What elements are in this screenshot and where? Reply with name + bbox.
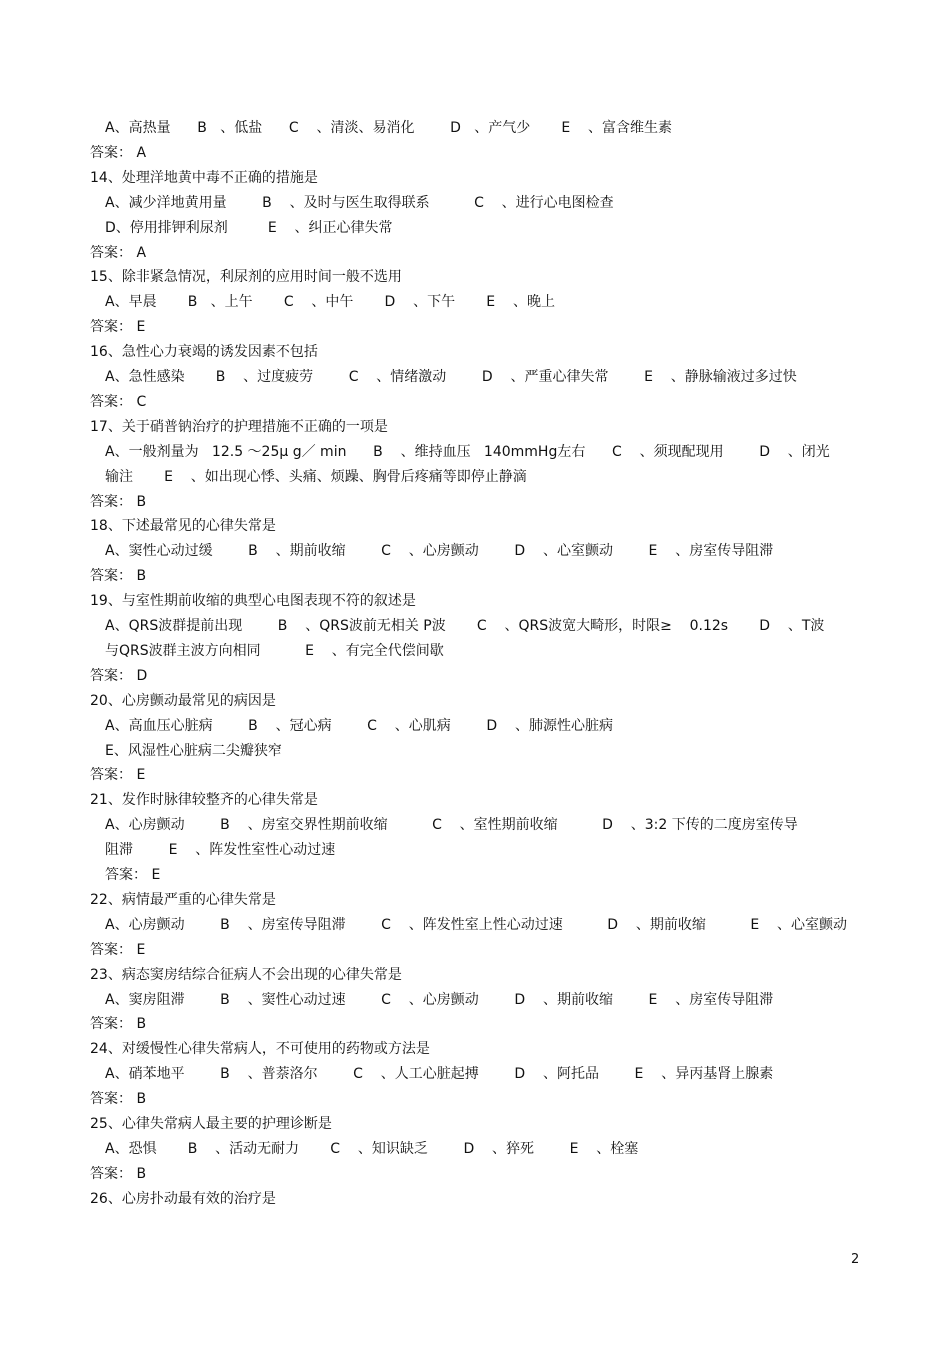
option-line: A、高热量 B 、低盐 C 、清淡、易消化 D 、产气少 E 、富含维生素 xyxy=(105,120,673,136)
question-line: 16、急性心力衰竭的诱发因素不包括 xyxy=(90,344,318,361)
answer-line: 答案： B xyxy=(90,1091,147,1108)
answer-line: 答案： B xyxy=(90,1016,147,1033)
question-line: 19、与室性期前收缩的典型心电图表现不符的叙述是 xyxy=(90,593,416,610)
option-line: 阻滞 E 、阵发性室性心动过速 xyxy=(105,842,336,859)
answer-line: 答案： E xyxy=(105,867,161,883)
option-line: A、一般剂量为 12.5 ～25μ g／ min B 、维持血压 140mmHg左右 C 、须现配现用 D 、闭光 xyxy=(105,443,830,460)
answer-line: 答案： E xyxy=(90,767,146,784)
question-line: 14、处理洋地黄中毒不正确的措施是 xyxy=(90,169,318,186)
question-line: 24、对缓慢性心律失常病人，不可使用的药物或方法是 xyxy=(90,1041,430,1058)
answer-line: 答案： C xyxy=(90,393,147,410)
answer-line: 答案： E xyxy=(90,941,146,958)
option-line: A、减少洋地黄用量 B 、及时与医生取得联系 C 、进行心电图检查 xyxy=(105,194,614,211)
answer-line: 答案： B xyxy=(90,493,147,510)
question-line: 25、心律失常病人最主要的护理诊断是 xyxy=(90,1116,332,1132)
option-line: E、风湿性心脏病二尖瓣狭窄 xyxy=(105,742,282,759)
option-line: A、硝苯地平 B 、普萘洛尔 C 、人工心脏起搏 D 、阿托品 E 、异丙基肾上腺素 xyxy=(105,1066,774,1083)
question-line: 26、心房扑动最有效的治疗是 xyxy=(90,1190,276,1207)
answer-line: 答案： B xyxy=(90,568,147,585)
option-line: A、早晨 B 、上午 C 、中午 D 、下午 E 、晚上 xyxy=(105,294,555,311)
option-line: A、心房颤动 B 、房室传导阻滞 C 、阵发性室上性心动过速 D 、期前收缩 E 、心室颤动 xyxy=(105,916,847,933)
option-line: A、窦房阻滞 B 、窦性心动过速 C 、心房颤动 D 、期前收缩 E 、房室传导阻滞 xyxy=(105,991,774,1008)
question-line: 17、关于硝普钠治疗的护理措施不正确的一项是 xyxy=(90,418,388,435)
option-line: A、恐惧 B 、活动无耐力 C 、知识缺乏 D 、猝死 E 、栓塞 xyxy=(105,1140,639,1157)
option-line: D、停用排钾利尿剂 E 、纠正心律失常 xyxy=(105,219,393,236)
option-line: A、心房颤动 B 、房室交界性期前收缩 C 、室性期前收缩 D 、3:2 下传的二度房室传导 xyxy=(105,817,798,834)
option-line: A、高血压心脏病 B 、冠心病 C 、心肌病 D 、肺源性心脏病 xyxy=(105,717,613,734)
page-number: 2 xyxy=(851,1252,860,1267)
option-line: A、QRS波群提前出现 B 、QRS波前无相关 P波 C 、QRS波宽大畸形，时限≥ 0.12s D 、T波 xyxy=(105,618,825,634)
answer-line: 答案： A xyxy=(90,144,147,161)
question-line: 15、除非紧急情况，利尿剂的应用时间一般不选用 xyxy=(90,269,402,286)
answer-line: 答案： B xyxy=(90,1165,147,1182)
question-line: 21、发作时脉律较整齐的心律失常是 xyxy=(90,792,318,809)
option-line: A、窦性心动过缓 B 、期前收缩 C 、心房颤动 D 、心室颤动 E 、房室传导阻滞 xyxy=(105,543,774,560)
option-line: A、急性感染 B 、过度疲劳 C 、情绪激动 D 、严重心律失常 E 、静脉输液过多过快 xyxy=(105,369,797,385)
answer-line: 答案： D xyxy=(90,667,148,684)
answer-line: 答案： A xyxy=(90,244,147,261)
question-line: 23、病态窦房结综合征病人不会出现的心律失常是 xyxy=(90,966,402,983)
question-line: 18、下述最常见的心律失常是 xyxy=(90,518,276,535)
option-line: 输注 E 、如出现心悸、头痛、烦躁、胸骨后疼痛等即停止静滴 xyxy=(105,468,527,485)
answer-line: 答案： E xyxy=(90,319,146,336)
question-line: 22、病情最严重的心律失常是 xyxy=(90,891,276,908)
option-line: 与QRS波群主波方向相同 E 、有完全代偿间歇 xyxy=(105,642,444,659)
question-line: 20、心房颤动最常见的病因是 xyxy=(90,692,276,709)
